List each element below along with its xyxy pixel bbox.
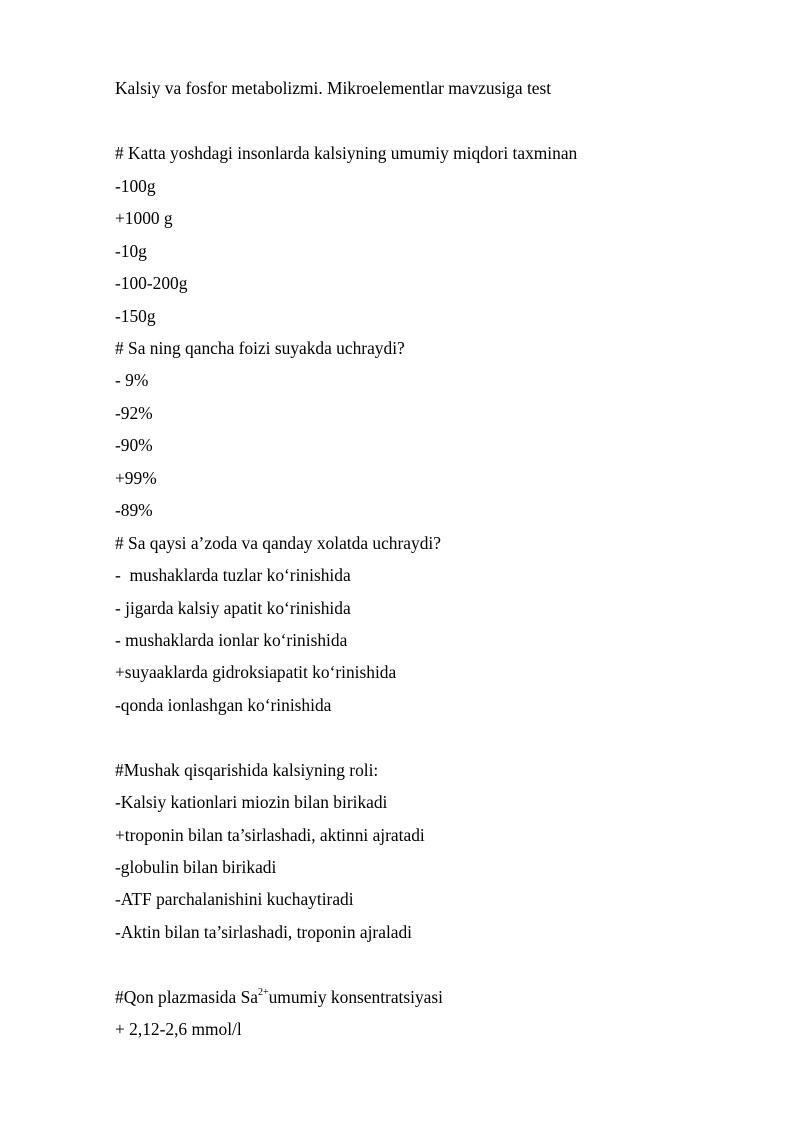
answer-option-correct: +1000 g [115, 208, 173, 228]
document-title: Kalsiy va fosfor metabolizmi. Mikroelementlar mavzusiga test [115, 78, 552, 98]
answer-option-correct: +troponin bilan ta’sirlashadi, aktinni ajratadi [115, 825, 425, 845]
answer-option: - jigarda kalsiy apatit ko‘rinishida [115, 598, 351, 618]
answer-option: -92% [115, 403, 153, 423]
answer-option: -ATF parchalanishini kuchaytiradi [115, 889, 354, 909]
question-5-superscript: 2+ [257, 987, 269, 998]
answer-option: - mushaklarda ionlar ko‘rinishida [115, 630, 348, 650]
answer-option-correct: +suyaaklarda gidroksiapatit ko‘rinishida [115, 662, 397, 682]
question-5-prefix: #Qon plazmasida Sa [115, 987, 258, 1007]
answer-option: -qonda ionlashgan ko‘rinishida [115, 695, 332, 715]
answer-option: -10g [115, 241, 147, 261]
question-5 [115, 987, 443, 1007]
answer-option: -150g [115, 306, 156, 326]
answer-option: -89% [115, 500, 153, 520]
question-1: # Katta yoshdagi insonlarda kalsiyning umumiy miqdori taxminan [115, 143, 578, 163]
question-5-suffix: umumiy konsentratsiyasi [268, 987, 443, 1007]
answer-option: - 9% [115, 370, 149, 390]
answer-option: -Kalsiy kationlari miozin bilan birikadi [115, 792, 388, 812]
question-2: # Sa ning qancha foizi suyakda uchraydi? [115, 338, 405, 358]
question-3: # Sa qaysi a’zoda va qanday xolatda uchraydi? [115, 533, 441, 553]
answer-option-correct: +99% [115, 468, 157, 488]
answer-option: -globulin bilan birikadi [115, 857, 277, 877]
answer-option: -90% [115, 435, 153, 455]
answer-option: -100g [115, 176, 156, 196]
answer-option: -100-200g [115, 273, 188, 293]
answer-option-correct: + 2,12-2,6 mmol/l [115, 1019, 242, 1039]
answer-option: - mushaklarda tuzlar ko‘rinishida [115, 565, 351, 585]
answer-option: -Aktin bilan ta’sirlashadi, troponin ajraladi [115, 922, 413, 942]
question-4: #Mushak qisqarishida kalsiyning roli: [115, 760, 379, 780]
